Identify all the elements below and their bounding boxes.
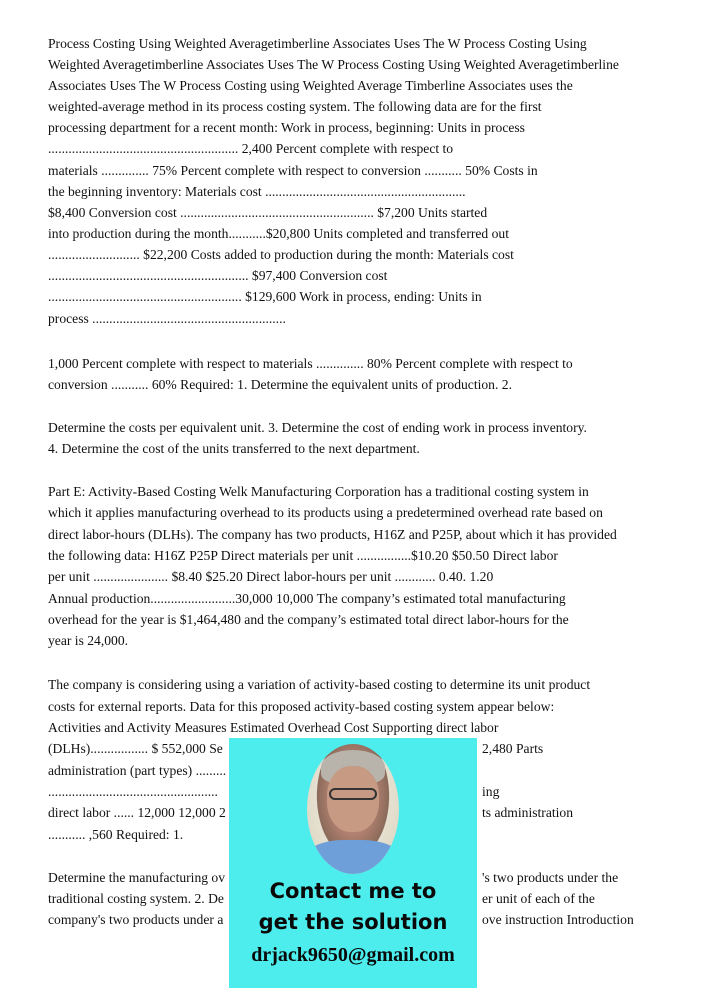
text-line: company's two products under a <box>48 912 224 927</box>
text-fragment: er unit of each of the <box>482 891 595 906</box>
text-line: weighted-average method in its process costing system. The following data are for the first <box>48 99 542 114</box>
text-line: materials .............. 75% Percent complete with respect to conversion ........... 50% Costs in <box>48 163 538 178</box>
text-line: ........................... $22,200 Costs added to production during the month: Materials cost <box>48 247 514 262</box>
text-line: direct labor ...... 12,000 12,000 2 <box>48 805 226 820</box>
text-line: the following data: H16Z P25P Direct materials per unit ................$10.20 $50.50 Direct labor <box>48 548 558 563</box>
text-line: traditional costing system. 2. De <box>48 891 224 906</box>
text-line: year is 24,000. <box>48 633 129 648</box>
text-line: ......................................................... $129,600 Work in process, ending: Units in <box>48 289 482 304</box>
text-line: overhead for the year is $1,464,480 and the company’s estimated total direct labor-hours for the <box>48 612 569 627</box>
text-line: Determine the manufacturing ov <box>48 870 226 885</box>
text-line: which it applies manufacturing overhead to its products using a predetermined overhead rate based on <box>48 505 603 520</box>
text-line: costs for external reports. Data for this proposed activity-based costing system appear below: <box>48 699 555 714</box>
text-line: conversion ........... 60% Required: 1. Determine the equivalent units of production. 2. <box>48 377 512 392</box>
promo-line-2: get the solution <box>258 910 448 934</box>
text-fragment: ts administration <box>482 805 573 820</box>
text-line: .................................................. <box>48 784 218 799</box>
text-line: Annual production.........................30,000 10,000 The company’s estimated total manufacturing <box>48 591 566 606</box>
text-fragment: ing <box>482 784 500 799</box>
text-line: processing department for a recent month: Work in process, beginning: Units in process <box>48 120 525 135</box>
text-fragment: ove instruction Introduction <box>482 912 634 927</box>
text-line: administration (part types) ......... <box>48 763 227 778</box>
text-line: The company is considering using a variation of activity-based costing to determine its unit product <box>48 677 591 692</box>
text-line: Process Costing Using Weighted Averagetimberline Associates Uses The W Process Costing Using <box>48 36 587 51</box>
text-line: per unit ...................... $8.40 $25.20 Direct labor-hours per unit ............ 0.40. 1.20 <box>48 569 494 584</box>
text-fragment: 's two products under the <box>482 870 619 885</box>
text-line: Determine the costs per equivalent unit. 3. Determine the cost of ending work in process inventory. <box>48 420 587 435</box>
text-line: the beginning inventory: Materials cost ........................................................... <box>48 184 466 199</box>
text-line: (DLHs)................. $ 552,000 Se <box>48 741 223 756</box>
text-line: ........... ,560 Required: 1. <box>48 827 184 842</box>
text-line: ........................................................ 2,400 Percent complete with respect to <box>48 141 454 156</box>
promo-line-1: Contact me to <box>269 879 437 903</box>
contact-promo-overlay <box>229 738 477 988</box>
text-fragment: 2,480 Parts <box>482 741 544 756</box>
text-line: process ......................................................... <box>48 311 286 326</box>
text-line: into production during the month...........$20,800 Units completed and transferred out <box>48 226 509 241</box>
text-line: Associates Uses The W Process Costing using Weighted Average Timberline Associates uses the <box>48 78 573 93</box>
portrait-photo <box>307 744 399 874</box>
contact-email[interactable]: drjack9650@gmail.com <box>251 944 455 966</box>
text-line: 4. Determine the cost of the units transferred to the next department. <box>48 441 420 456</box>
text-line: direct labor-hours (DLHs). The company has two products, H16Z and P25P, about which it has provided <box>48 527 617 542</box>
text-line: Activities and Activity Measures Estimated Overhead Cost Supporting direct labor <box>48 720 499 735</box>
text-line: Part E: Activity-Based Costing Welk Manufacturing Corporation has a traditional costing system in <box>48 484 589 499</box>
text-line: $8,400 Conversion cost ......................................................... $7,200 Units started <box>48 205 488 220</box>
text-line: ........................................................... $97,400 Conversion cost <box>48 268 388 283</box>
text-line: 1,000 Percent complete with respect to materials .............. 80% Percent complete with respect to <box>48 356 573 371</box>
text-line: Weighted Averagetimberline Associates Uses The W Process Costing Using Weighted Averagetimberline <box>48 57 619 72</box>
